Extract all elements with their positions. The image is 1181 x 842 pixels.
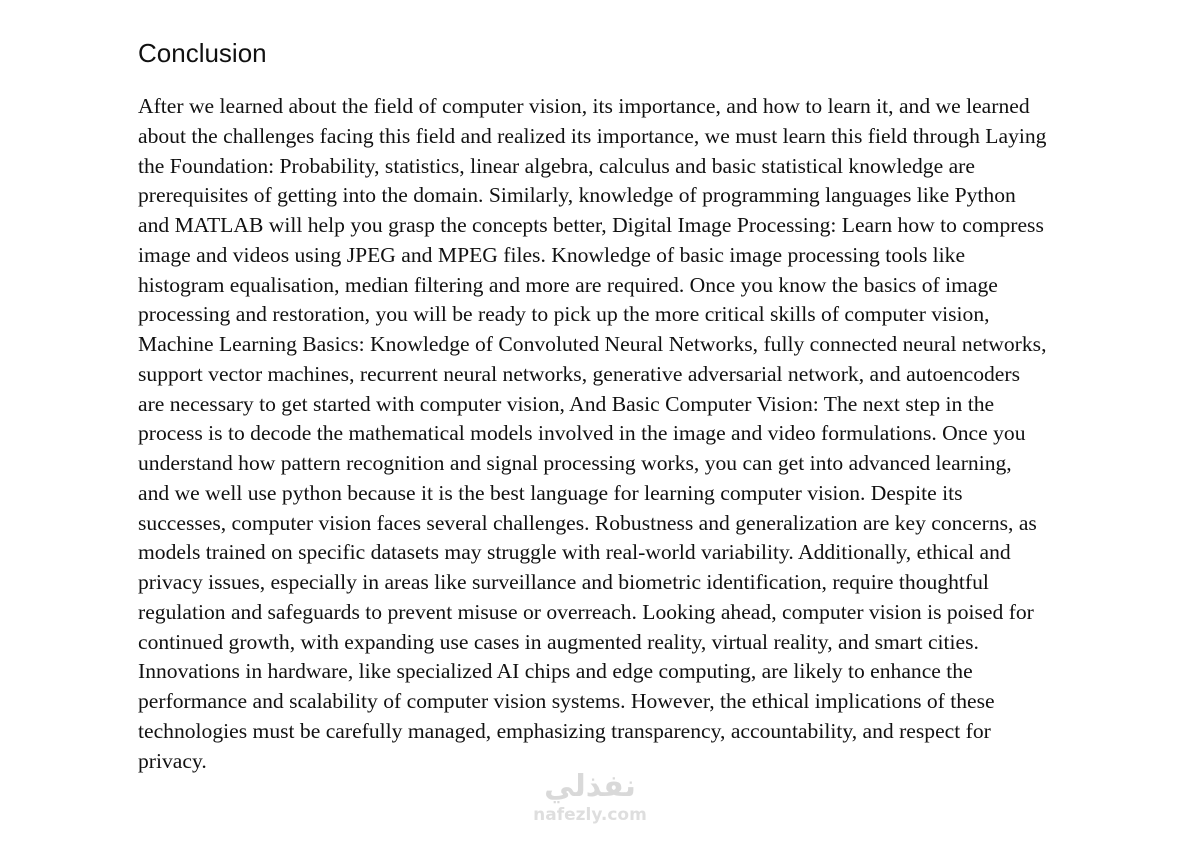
conclusion-paragraph: After we learned about the field of computer vision, its importance, and how to learn it, and we learned about the challenges facing this field and realized its importance, we must learn this field through Laying the Foundation: Probability, statistics, linear algebra, calculus and basic statistical knowledge are prerequisites of getting into the domain. Similarly, knowledge of programming languages like Python and MATLAB will help you grasp the concepts better, Digital Image Processing: Learn how to compress image and videos using JPEG and MPEG files. Knowledge of basic image processing tools like histogram equalisation, median filtering and more are required. Once you know the basics of image processing and restoration, you will be ready to pick up the more critical skills of computer vision, Machine Learning Basics: Knowledge of Convoluted Neural Networks, fully connected neural networks, support vector machines, recurrent neural networks, generative adversarial network, and autoencoders are necessary to get started with computer vision, And Basic Computer Vision: The next step in the process is to decode the mathematical models involved in the image and video formulations. Once you understand how pattern recognition and signal processing works, you can get into advanced learning, and we well use python because it is the best language for learning computer vision. Despite its successes, computer vision faces several challenges. Robustness and generalization are key concerns, as models trained on specific datasets may struggle with real-world variability. Additionally, ethical and privacy issues, especially in areas like surveillance and biometric identification, require thoughtful regulation and safeguards to prevent misuse or overreach. Looking ahead, computer vision is poised for continued growth, with expanding use cases in augmented reality, virtual reality, and smart cities. Innovations in hardware, like specialized AI chips and edge computing, are likely to enhance the performance and scalability of computer vision systems. However, the ethical implications of these technologies must be carefully managed, emphasizing transparency, accountability, and respect for privacy. — [138, 94, 1047, 773]
article — [138, 34, 1048, 776]
watermark — [515, 770, 665, 842]
watermark-logo: نفذلي — [544, 769, 636, 804]
section-heading: Conclusion — [138, 38, 267, 68]
watermark-url: nafezly.com — [533, 805, 647, 825]
